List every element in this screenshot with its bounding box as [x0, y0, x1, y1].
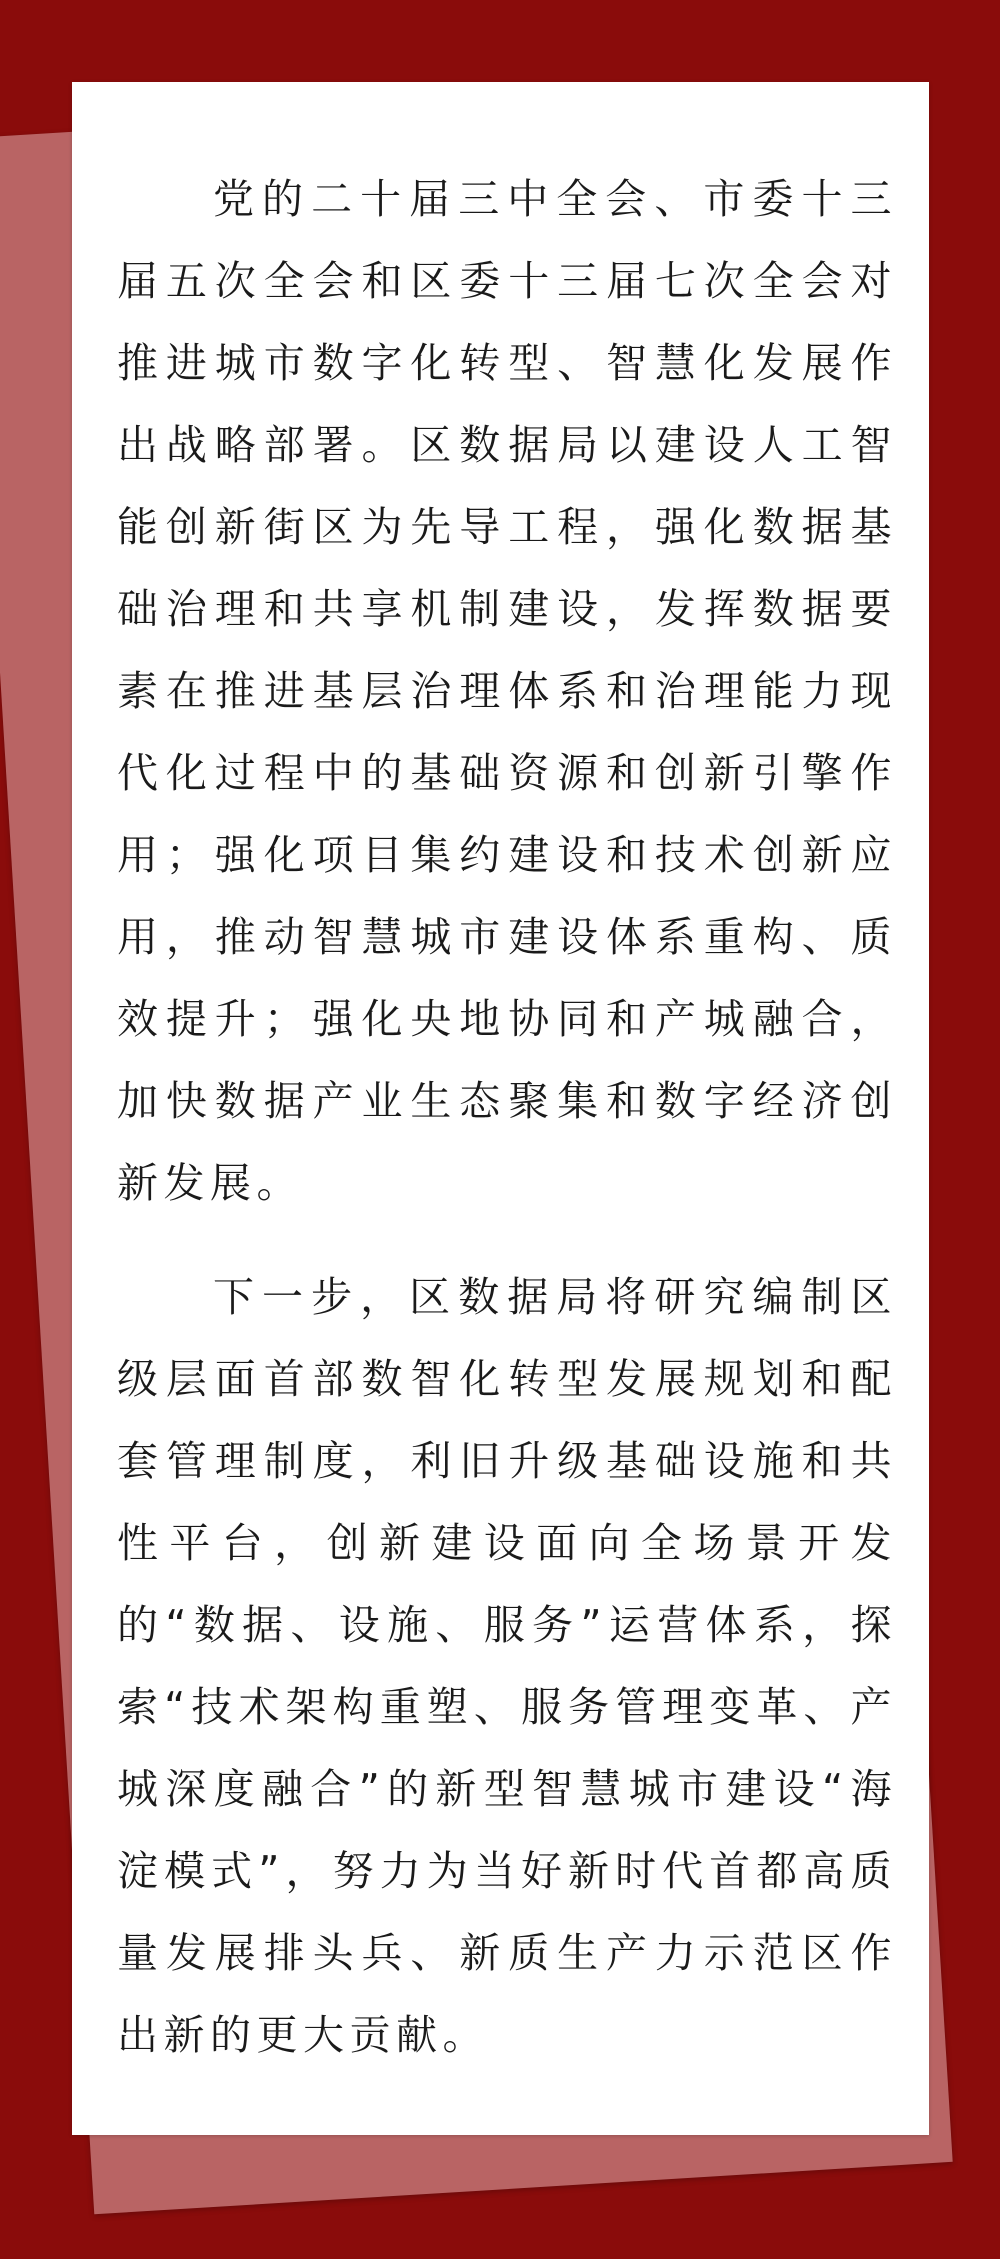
article-paragraph-1: 党的二十届三中全会、市委十三届五次全会和区委十三届七次全会对推进城市数字化转型、智慧化发展作出战略部署。区数据局以建设人工智能创新街区为先导工程，强化数据基础治理和共享机制建设，发挥数据要素在推进基层治理体系和治理能力现代化过程中的基础资源和创新引擎作用；强化项目集约建设和技术创新应用，推动智慧城市建设体系重构、质效提升；强化央地协同和产城融合，加快数据产业生态聚集和数字经济创新发展。: [117, 175, 897, 1207]
article-card: [72, 82, 929, 2135]
article-paragraph-2: 下一步，区数据局将研究编制区级层面首部数智化转型发展规划和配套管理制度，利旧升级基础设施和共性平台，创新建设面向全场景开发的“数据、设施、服务”运营体系，探索“技术架构重塑、服务管理变革、产城深度融合”的新型智慧城市建设“海淀模式”，努力为当好新时代首都高质量发展排头兵、新质生产力示范区作出新的更大贡献。: [117, 1273, 897, 2059]
